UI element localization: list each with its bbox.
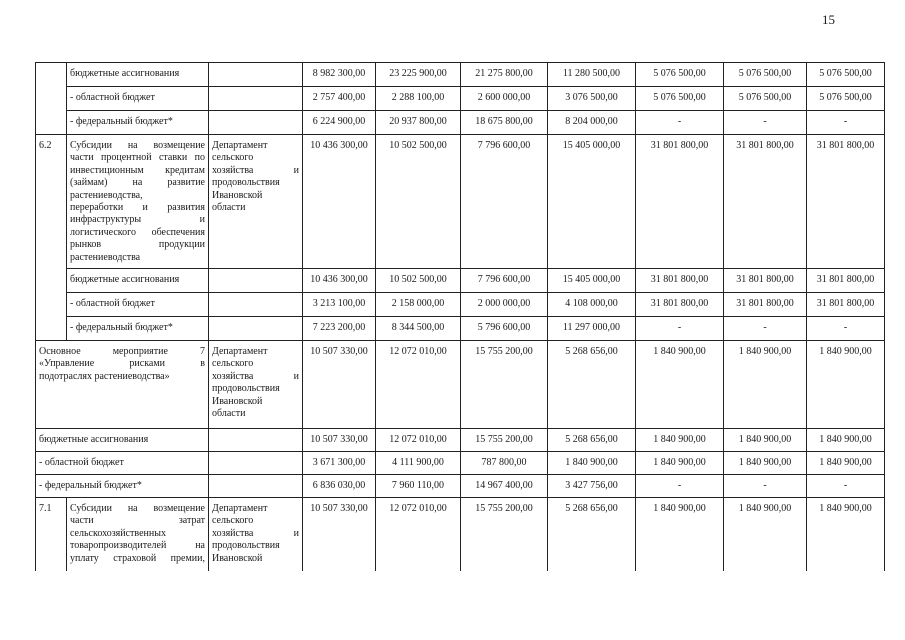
amount-cell: - (724, 475, 807, 498)
text-line: продовольствия (212, 383, 280, 395)
amount-cell: 10 507 330,00 (303, 341, 376, 429)
amount-cell: 3 076 500,00 (548, 87, 636, 111)
row-label: бюджетные ассигнования (67, 63, 209, 87)
amount-cell: 8 982 300,00 (303, 63, 376, 87)
text-line: хозяйства и (212, 370, 299, 382)
amount-cell: 1 840 900,00 (636, 498, 724, 571)
amount-cell: 20 937 800,00 (376, 111, 461, 135)
amount-cell: 3 671 300,00 (303, 452, 376, 475)
row-label: - федеральный бюджет* (67, 111, 209, 135)
amount-cell: - (724, 111, 807, 135)
text-line: «Управление рисками в (39, 358, 205, 370)
amount-cell: 11 280 500,00 (548, 63, 636, 87)
amount-cell: 31 801 800,00 (636, 269, 724, 293)
department-cell (209, 293, 303, 317)
amount-cell: 787 800,00 (461, 452, 548, 475)
text-line: части затрат (70, 515, 205, 527)
amount-cell: 5 076 500,00 (807, 87, 885, 111)
amount-cell: - (724, 317, 807, 341)
amount-cell: 4 111 900,00 (376, 452, 461, 475)
amount-cell: 10 507 330,00 (303, 429, 376, 452)
row-number-cell: 7.1 (36, 498, 67, 571)
amount-cell: 12 072 010,00 (376, 429, 461, 452)
department-cell (209, 63, 303, 87)
text-line: Департамент (212, 346, 268, 357)
row-label (36, 341, 209, 429)
amount-cell: 5 076 500,00 (724, 63, 807, 87)
amount-cell: - (807, 111, 885, 135)
amount-cell: 2 600 000,00 (461, 87, 548, 111)
page-number: 15 (822, 12, 835, 27)
text-line: логистического обеспечения (70, 226, 205, 238)
table-row (36, 135, 885, 269)
text-line: инфраструктуры и (70, 214, 205, 226)
amount-cell: - (807, 475, 885, 498)
amount-cell: 1 840 900,00 (724, 452, 807, 475)
text-line: хозяйства и (212, 164, 299, 176)
row-number-cell: 6.2 (36, 135, 67, 341)
amount-cell: 2 000 000,00 (461, 293, 548, 317)
text-line: сельского (212, 152, 254, 164)
amount-cell: 7 223 200,00 (303, 317, 376, 341)
amount-cell: 14 967 400,00 (461, 475, 548, 498)
amount-cell: 1 840 900,00 (807, 452, 885, 475)
row-label (67, 135, 209, 269)
row-label: - областной бюджет (67, 87, 209, 111)
amount-cell: 7 960 110,00 (376, 475, 461, 498)
table-row (36, 63, 885, 87)
table-row (36, 475, 885, 498)
text-line: части процентной ставки по (70, 152, 205, 164)
text-line: Субсидии на возмещение (70, 140, 205, 151)
department-cell (209, 475, 303, 498)
amount-cell: 10 502 500,00 (376, 135, 461, 269)
department-cell (209, 135, 303, 269)
row-label: бюджетные ассигнования (36, 429, 209, 452)
amount-cell: 1 840 900,00 (636, 452, 724, 475)
text-line: сельского (212, 515, 254, 527)
text-line: переработки и развития (70, 202, 205, 214)
amount-cell: 3 427 756,00 (548, 475, 636, 498)
department-cell (209, 269, 303, 293)
amount-cell: 5 268 656,00 (548, 429, 636, 452)
table-row (36, 452, 885, 475)
amount-cell: 5 796 600,00 (461, 317, 548, 341)
amount-cell: 12 072 010,00 (376, 341, 461, 429)
department-lines (212, 140, 299, 214)
text-line: Ивановской (212, 395, 263, 407)
amount-cell: 31 801 800,00 (807, 135, 885, 269)
text-line: (займам) на развитие (70, 177, 205, 189)
amount-cell: 1 840 900,00 (636, 341, 724, 429)
row-number-cell (36, 63, 67, 135)
text-line: сельскохозяйственных (70, 527, 166, 539)
amount-cell: - (636, 111, 724, 135)
amount-cell: 10 436 300,00 (303, 135, 376, 269)
text-line: уплату страховой премии, (70, 552, 205, 564)
amount-cell: 5 076 500,00 (636, 63, 724, 87)
department-cell (209, 87, 303, 111)
amount-cell: 1 840 900,00 (807, 498, 885, 571)
text-line: области (212, 408, 246, 420)
amount-cell: 31 801 800,00 (636, 293, 724, 317)
amount-cell: 1 840 900,00 (548, 452, 636, 475)
text-line: Ивановской (212, 552, 263, 564)
department-lines (212, 346, 299, 420)
amount-cell: 5 076 500,00 (724, 87, 807, 111)
amount-cell: 15 755 200,00 (461, 341, 548, 429)
department-cell (209, 317, 303, 341)
table-row (36, 429, 885, 452)
text-line: хозяйства и (212, 527, 299, 539)
amount-cell: - (636, 475, 724, 498)
text-line: продовольствия (212, 540, 280, 552)
row-label: бюджетные ассигнования (67, 269, 209, 293)
amount-cell: 18 675 800,00 (461, 111, 548, 135)
amount-cell: 10 507 330,00 (303, 498, 376, 571)
amount-cell: 10 502 500,00 (376, 269, 461, 293)
amount-cell: 6 836 030,00 (303, 475, 376, 498)
text-line: сельского (212, 358, 254, 370)
text-line: инвестиционным кредитам (70, 164, 205, 176)
amount-cell: 2 757 400,00 (303, 87, 376, 111)
amount-cell: 31 801 800,00 (724, 135, 807, 269)
amount-cell: 31 801 800,00 (636, 135, 724, 269)
amount-cell: 2 288 100,00 (376, 87, 461, 111)
row-label: - федеральный бюджет* (36, 475, 209, 498)
text-line: Ивановской (212, 189, 263, 201)
amount-cell: 1 840 900,00 (724, 429, 807, 452)
department-lines (212, 503, 299, 565)
amount-cell: 7 796 600,00 (461, 135, 548, 269)
amount-cell: 5 076 500,00 (807, 63, 885, 87)
amount-cell: - (807, 317, 885, 341)
amount-cell: 15 405 000,00 (548, 269, 636, 293)
text-line: Основное мероприятие 7 (39, 346, 205, 357)
amount-cell: 21 275 800,00 (461, 63, 548, 87)
amount-cell: 4 108 000,00 (548, 293, 636, 317)
amount-cell: 15 405 000,00 (548, 135, 636, 269)
amount-cell: 11 297 000,00 (548, 317, 636, 341)
amount-cell: 1 840 900,00 (807, 341, 885, 429)
amount-cell: 23 225 900,00 (376, 63, 461, 87)
row-label (67, 498, 209, 571)
table-row (36, 498, 885, 571)
text-line: подотраслях растениеводства» (39, 370, 170, 382)
amount-cell: 8 204 000,00 (548, 111, 636, 135)
amount-cell: 1 840 900,00 (807, 429, 885, 452)
amount-cell: 1 840 900,00 (724, 341, 807, 429)
row-label-lines (70, 140, 205, 264)
amount-cell: 1 840 900,00 (724, 498, 807, 571)
department-cell (209, 111, 303, 135)
budget-table (35, 62, 885, 571)
table-row (36, 269, 885, 293)
table-row (36, 87, 885, 111)
row-label: - федеральный бюджет* (67, 317, 209, 341)
amount-cell: - (636, 317, 724, 341)
amount-cell: 5 076 500,00 (636, 87, 724, 111)
text-line: товаропроизводителей на (70, 540, 205, 552)
department-cell (209, 498, 303, 571)
amount-cell: 12 072 010,00 (376, 498, 461, 571)
department-cell (209, 452, 303, 475)
table-row (36, 293, 885, 317)
amount-cell: 15 755 200,00 (461, 429, 548, 452)
amount-cell: 8 344 500,00 (376, 317, 461, 341)
row-label: - областной бюджет (36, 452, 209, 475)
table-row (36, 317, 885, 341)
amount-cell: 31 801 800,00 (724, 269, 807, 293)
amount-cell: 2 158 000,00 (376, 293, 461, 317)
row-label: - областной бюджет (67, 293, 209, 317)
department-cell (209, 341, 303, 429)
row-label-lines (70, 503, 205, 565)
text-line: Департамент (212, 503, 268, 514)
amount-cell: 31 801 800,00 (724, 293, 807, 317)
text-line: области (212, 202, 246, 214)
amount-cell: 5 268 656,00 (548, 341, 636, 429)
text-line: растениеводства (70, 251, 141, 263)
amount-cell: 5 268 656,00 (548, 498, 636, 571)
table-row (36, 341, 885, 429)
row-label-lines (39, 346, 205, 383)
text-line: Департамент (212, 140, 268, 151)
amount-cell: 7 796 600,00 (461, 269, 548, 293)
text-line: растениеводства, (70, 189, 143, 201)
amount-cell: 6 224 900,00 (303, 111, 376, 135)
amount-cell: 31 801 800,00 (807, 293, 885, 317)
amount-cell: 10 436 300,00 (303, 269, 376, 293)
text-line: Субсидии на возмещение (70, 503, 205, 514)
amount-cell: 15 755 200,00 (461, 498, 548, 571)
text-line: продовольствия (212, 177, 280, 189)
amount-cell: 31 801 800,00 (807, 269, 885, 293)
amount-cell: 1 840 900,00 (636, 429, 724, 452)
table-row (36, 111, 885, 135)
text-line: рынков продукции (70, 239, 205, 251)
amount-cell: 3 213 100,00 (303, 293, 376, 317)
department-cell (209, 429, 303, 452)
